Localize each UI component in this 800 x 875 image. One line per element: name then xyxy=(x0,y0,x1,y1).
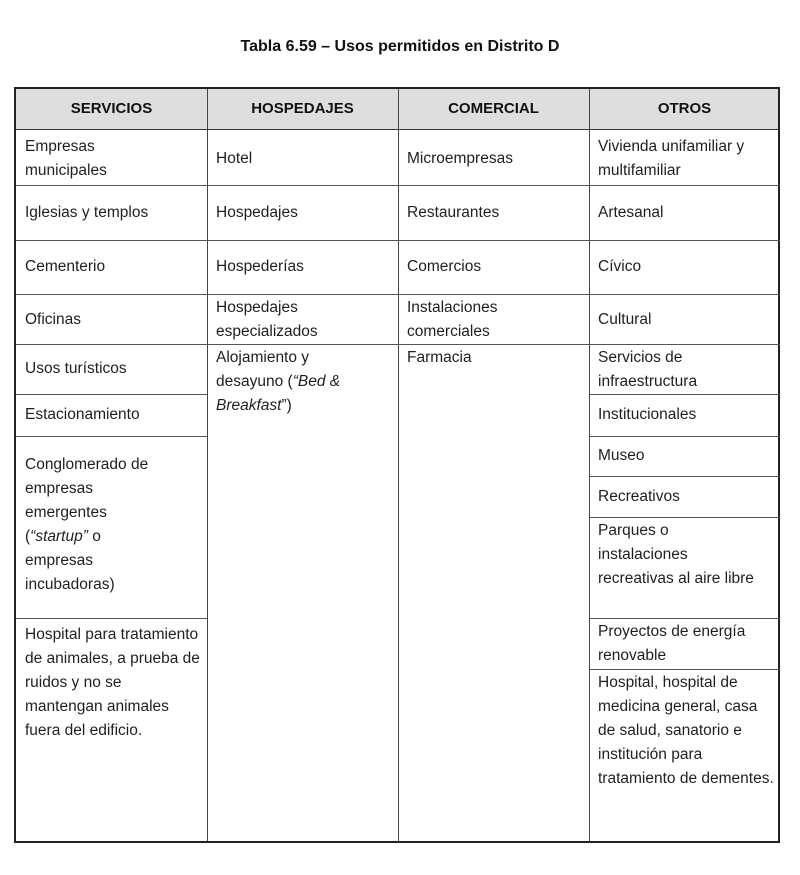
cell-otros-2: Artesanal xyxy=(598,204,664,221)
cell-servicios-6: Estacionamiento xyxy=(25,406,140,423)
cell-servicios-7: Conglomerado de empresas emergentes (“startup” o empresas incubadoras) xyxy=(25,456,149,593)
cell-otros-1: Vivienda unifamiliar y multifamiliar xyxy=(598,138,745,179)
cell-hospedajes-3: Hospederías xyxy=(216,258,304,275)
cell-hospedajes-5: Alojamiento y desayuno (“Bed & Breakfast”) xyxy=(216,349,341,414)
row-divider xyxy=(16,294,780,295)
row-divider xyxy=(589,394,780,395)
cell-otros-6: Institucionales xyxy=(598,406,697,423)
row-divider xyxy=(589,669,780,670)
row-divider xyxy=(16,436,207,437)
cell-otros-11: Hospital, hospital de medicina general, casa de salud, sanatorio e institución para tratamiento de dementes. xyxy=(598,674,774,787)
cell-otros-9: Parques o instalaciones recreativas al aire libre xyxy=(598,522,754,587)
header-servicios: SERVICIOS xyxy=(70,100,153,117)
row-divider xyxy=(589,517,780,518)
cell-otros-4: Cultural xyxy=(598,311,652,328)
row-divider xyxy=(16,394,207,395)
header-hospedajes: HOSPEDAJES xyxy=(251,100,354,117)
cell-hospedajes-4: Hospedajes especializados xyxy=(216,299,318,340)
row-divider xyxy=(16,344,780,345)
header-otros: OTROS xyxy=(657,100,712,117)
row-divider xyxy=(589,618,780,619)
cell-otros-7: Museo xyxy=(598,447,645,464)
cell-comercial-5: Farmacia xyxy=(407,349,472,366)
cell-servicios-1: Empresas municipales xyxy=(25,138,107,179)
row-divider xyxy=(16,240,780,241)
cell-servicios-2: Iglesias y templos xyxy=(25,204,149,221)
cell-comercial-3: Comercios xyxy=(407,258,482,275)
cell-comercial-4: Instalaciones comerciales xyxy=(407,299,498,340)
cell-comercial-2: Restaurantes xyxy=(407,204,500,221)
header-comercial: COMERCIAL xyxy=(448,100,539,117)
cell-otros-5: Servicios de infraestructura xyxy=(598,349,698,390)
cell-otros-8: Recreativos xyxy=(598,488,680,505)
cell-otros-10: Proyectos de energía renovable xyxy=(598,623,746,664)
cell-otros-3: Cívico xyxy=(598,258,642,275)
row-divider xyxy=(16,185,780,186)
cell-servicios-8: Hospital para tratamiento de animales, a prueba de ruidos y no se mantengan animales fuera del edificio. xyxy=(25,626,200,739)
row-divider xyxy=(16,618,207,619)
table-title: Tabla 6.59 – Usos permitidos en Distrito D xyxy=(240,38,560,55)
cell-servicios-4: Oficinas xyxy=(25,311,81,328)
cell-servicios-5: Usos turísticos xyxy=(25,360,127,377)
permitted-uses-table xyxy=(14,87,780,843)
cell-servicios-3: Cementerio xyxy=(25,258,106,275)
row-divider xyxy=(589,476,780,477)
cell-hospedajes-2: Hospedajes xyxy=(216,204,298,221)
cell-comercial-1: Microempresas xyxy=(407,150,513,167)
row-divider xyxy=(589,436,780,437)
cell-hospedajes-1: Hotel xyxy=(216,150,253,167)
